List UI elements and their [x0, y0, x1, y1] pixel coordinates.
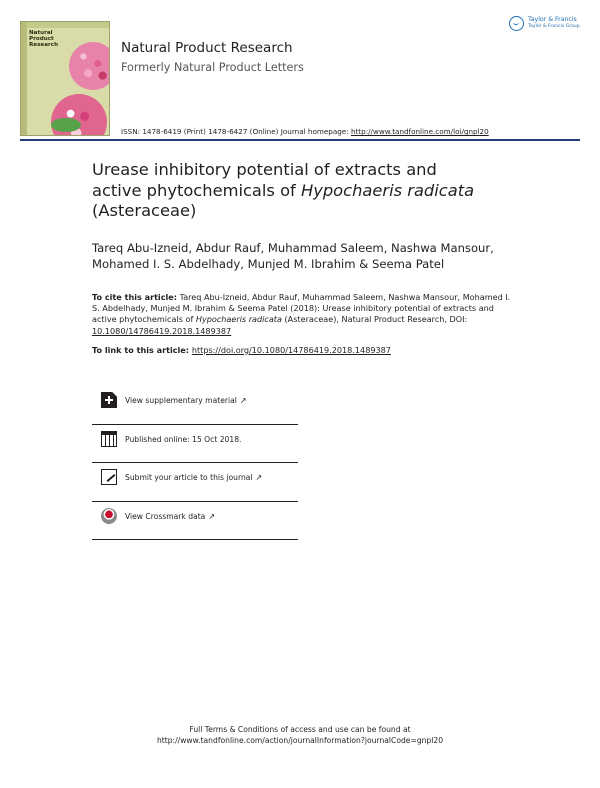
external-link-icon: ↗ [208, 511, 216, 521]
external-link-icon: ↗ [255, 473, 263, 482]
crossmark-icon [101, 508, 117, 524]
publisher-logo-icon [509, 16, 524, 31]
journal-name: Natural Product Research [121, 40, 293, 56]
citation-block: To cite this article: Tareq Abu-Izneid, Abdur Rauf, Muhammad Saleem, Nashwa Mansour, Mohamed I. S. Abdelhady, Munjed M. Ibrahim & Seema Patel (2018): Urease inhibitory potential of extracts and active phytochemicals of Hypochaeris radicata (Asteraceae), Natural Product Research, DOI: 10.1080/14786419.2018.1489387 [92, 292, 511, 336]
doi-link[interactable]: 10.1080/14786419.2018.1489387 [92, 325, 232, 336]
citation-label: To cite this article: [92, 292, 178, 302]
journal-subtitle: Formerly Natural Product Letters [121, 61, 304, 74]
publisher-logo[interactable] [509, 16, 585, 36]
action-supplementary[interactable]: View supplementary material ↗ [92, 386, 298, 425]
article-doi-url[interactable]: https://doi.org/10.1080/14786419.2018.1489387 [191, 345, 391, 355]
journal-cover-image [20, 21, 110, 136]
action-submit-article[interactable]: Submit your article to this journal ↗ [92, 463, 298, 502]
publisher-logo-subtext: Taylor & Francis Group [528, 24, 580, 29]
cover-band [21, 22, 109, 28]
calendar-icon [101, 431, 117, 447]
cover-leaf [51, 118, 81, 132]
article-title: Urease inhibitory potential of extracts and active phytochemicals of Hypochaeris radicata (Asteraceae) [92, 160, 475, 220]
article-actions [92, 386, 298, 540]
cover-title: Natural Product Research [29, 30, 59, 49]
action-published-online: Published online: 15 Oct 2018. [92, 425, 298, 464]
article-link-line: To link to this article: https://doi.org/10.1080/14786419.2018.1489387 [92, 345, 391, 355]
edit-icon [101, 469, 117, 485]
header-divider [20, 139, 580, 141]
article-authors: Tareq Abu-Izneid, Abdur Rauf, Muhammad Saleem, Nashwa Mansour, Mohamed I. S. Abdelhady, Munjed M. Ibrahim & Seema Patel [92, 241, 494, 271]
journal-homepage-link[interactable]: http://www.tandfonline.com/loi/gnpl20 [350, 127, 489, 136]
terms-url[interactable]: http://www.tandfonline.com/action/journalInformation?journalCode=gnpl20 [156, 736, 444, 745]
terms-footer: Full Terms & Conditions of access and use can be found at http://www.tandfonline.com/action/journalInformation?journalCode=gnpl20 [0, 724, 600, 746]
publisher-logo-text: Taylor & Francis [528, 16, 577, 23]
add-document-icon [101, 392, 117, 408]
cover-flower-image [69, 42, 110, 90]
issn-line: ISSN: 1478-6419 (Print) 1478-6427 (Online) Journal homepage: http://www.tandfonline.com/loi/gnpl20 [121, 127, 489, 136]
action-crossmark[interactable]: View Crossmark data ↗ [92, 502, 298, 541]
external-link-icon: ↗ [239, 396, 247, 405]
cover-spine [21, 22, 27, 135]
